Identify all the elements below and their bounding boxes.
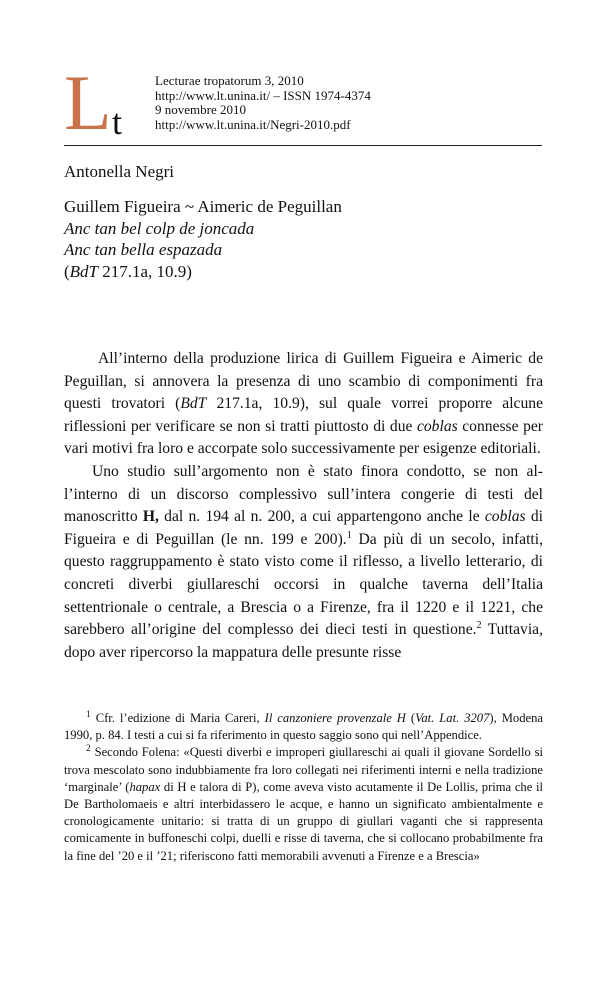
title-incipit-1: Anc tan bel colp de joncada — [64, 218, 255, 238]
journal-logo — [64, 59, 160, 146]
journal-name: Lecturae tropatorum 3, 2010 — [155, 73, 304, 88]
footnotes — [64, 710, 543, 865]
title-authors: Guillem Figueira ~ Aimeric de Peguillan — [64, 197, 342, 216]
journal-url-issn[interactable]: http://www.lt.unina.it/ – ISSN 1974-4374 — [155, 87, 371, 103]
logo-letter-l: L — [64, 59, 112, 146]
footnote-1: $^1$ Cfr. l’edizione di Maria Careri, Il canzoniere provenzale H (Vat. Lat. 3207), Modena 1990, p. 84. I testi a cui si fa riferimento in questo saggio sono qui nell’Appendice. — [64, 709, 543, 743]
header-meta — [155, 74, 371, 132]
body-paragraph-2: Uno studio sull’argomento non è stato finora condotto, se non all’interno di un discorso complessivo sull’intera congerie di testi del manoscritto H, dal n. 194 al n. 200, a cui appartengono anche le coblas di Figueira e di Peguillan (le nn. 199 e 200).$^1$ Da più di un secolo, infatti, questo raggruppamento è stato visto come il riflesso, a livello letterario, di concreti diverbi giullareschi occorsi in qualche taverna dell’Italia settentrionale o centrale, a Brescia o a Firenze, fra il 1220 e il 1221, che sarebbero all’origine del complesso dei dieci testi in questione.$^2$ Tuttavia, dopo aver ripercorso la mappatura delle presunte risse — [64, 462, 543, 661]
logo-letter-t: t — [112, 102, 123, 142]
title-incipit-2: Anc tan bella espazada — [64, 240, 223, 259]
footnote-ref-1[interactable]: 1 — [346, 529, 352, 541]
title-reference: (BdT 217.1a, 10.9) — [64, 261, 192, 281]
publication-date: 9 novembre 2010 — [155, 102, 246, 118]
author-name: Antonella Negri — [64, 162, 174, 181]
header-rule — [64, 145, 542, 146]
article-title — [64, 196, 342, 282]
body-paragraph-1: All’interno della produzione lirica di Guillem Figueira e Aimeric de Peguillan, si annovera la presenza di uno scambio di componimenti fra questi trovatori (BdT 217.1a, 10.9), sul quale vorrei proporre alcune riflessioni per verificare se non si tratti piuttosto di due coblas connesse per vari motivi fra loro e accorpate solo successivamente per esigenze editoriali. — [64, 350, 543, 458]
footnote-2: $^2$ Secondo Folena: «Questi diverbi e improperi giullareschi ai quali il giovane Sordello si trova mescolato sono indubbiamente fra loro collegati nei riferimenti interni e nella tradizione ‘marginale’ (hapax di H e talora di P), come aveva visto acutamente il De Lollis, prima che il De Bartholomaeis e altri interbidassero le acque, e hanno un significato ambientalmente e cronologicamente unitario: si tratta di un gruppo di giullari vaganti che si rappresenta comicamente in buffoneschi colpi, duelli e risse di taverna, che si collocano probabilmente fra la fine del ’20 e il ’21; riferiscono fatti memorabili avvenuti a Firenze e a Brescia» — [64, 744, 543, 863]
article-body — [64, 348, 543, 664]
footnote-ref-2[interactable]: 2 — [476, 619, 482, 631]
article-pdf-link[interactable]: http://www.lt.unina.it/Negri-2010.pdf — [155, 116, 351, 132]
